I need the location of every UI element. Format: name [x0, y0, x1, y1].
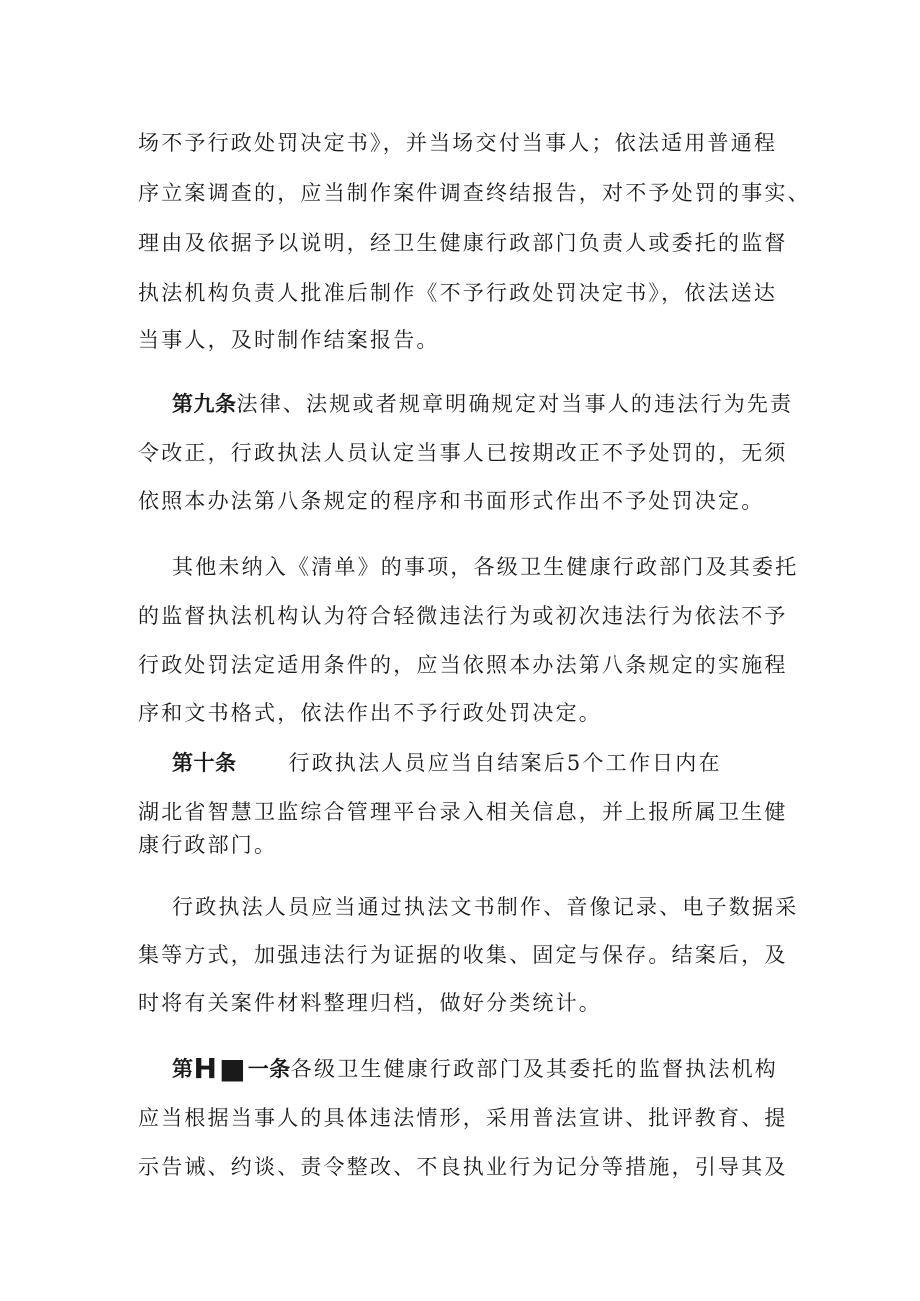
text-line: 示告诫、约谈、责令整改、不良执业行为记分等措施，引导其及 — [138, 1155, 788, 1179]
text-line: 时将有关案件材料整理归档，做好分类统计。 — [138, 991, 602, 1015]
text-line: 序和文书格式，依法作出不予行政处罚决定。 — [138, 701, 602, 725]
text-line: 序立案调查的，应当制作案件调查终结报告，对不予处罚的事实、 — [138, 181, 811, 205]
text-line: 令改正，行政执法人员认定当事人已按期改正不予处罚的，无须 — [138, 441, 788, 465]
text-line: 理由及依据予以说明，经卫生健康行政部门负责人或委托的监督 — [138, 231, 788, 255]
text-line: 应当根据当事人的具体违法情形，采用普法宣讲、批评教育、提 — [138, 1106, 788, 1130]
text-line: 集等方式，加强违法行为证据的收集、固定与保存。结案后，及 — [138, 943, 788, 967]
article-10-label: 第十条 — [172, 751, 237, 775]
article-9-label: 第九条 — [172, 392, 237, 416]
text-line: 行政执法人员应当通过执法文书制作、音像记录、电子数据采 — [172, 895, 799, 919]
text-line: 其他未纳入《清单》的事项，各级卫生健康行政部门及其委托 — [172, 555, 799, 579]
text-line: 湖北省智慧卫监综合管理平台录入相关信息，并上报所属卫生健 — [138, 800, 788, 824]
text-line: 当事人，及时制作结案报告。 — [138, 328, 440, 352]
text-line: 康行政部门。 — [138, 833, 278, 857]
article-11-first-line — [172, 1054, 778, 1084]
article-11-label-garbled: H■ — [193, 1052, 248, 1085]
article-11-label-prefix: 第 — [172, 1057, 194, 1081]
text-line: 的监督执法机构认为符合轻微违法行为或初次违法行为依法不予 — [138, 604, 788, 628]
text-line: 执法机构负责人批准后制作《不予行政处罚决定书》，依法送达 — [138, 281, 778, 305]
text-line: 依照本办法第八条规定的程序和书面形式作出不予处罚决定。 — [138, 489, 765, 513]
article-11-label-suffix: 一条 — [247, 1057, 291, 1081]
text-line: 法律、法规或者规章明确规定对当事人的违法行为先责 — [236, 392, 794, 416]
article-10-first-line — [172, 748, 722, 778]
text-line: 行政执法人员应当自结案后5个工作日内在 — [288, 751, 722, 775]
text-line: 行政处罚法定适用条件的，应当依照本办法第八条规定的实施程 — [138, 653, 788, 677]
text-line: 场不予行政处罚决定书》，并当场交付当事人；依法适用普通程 — [138, 131, 778, 155]
text-line: 各级卫生健康行政部门及其委托的监督执法机构 — [290, 1057, 778, 1081]
article-9-first-line — [172, 389, 793, 419]
